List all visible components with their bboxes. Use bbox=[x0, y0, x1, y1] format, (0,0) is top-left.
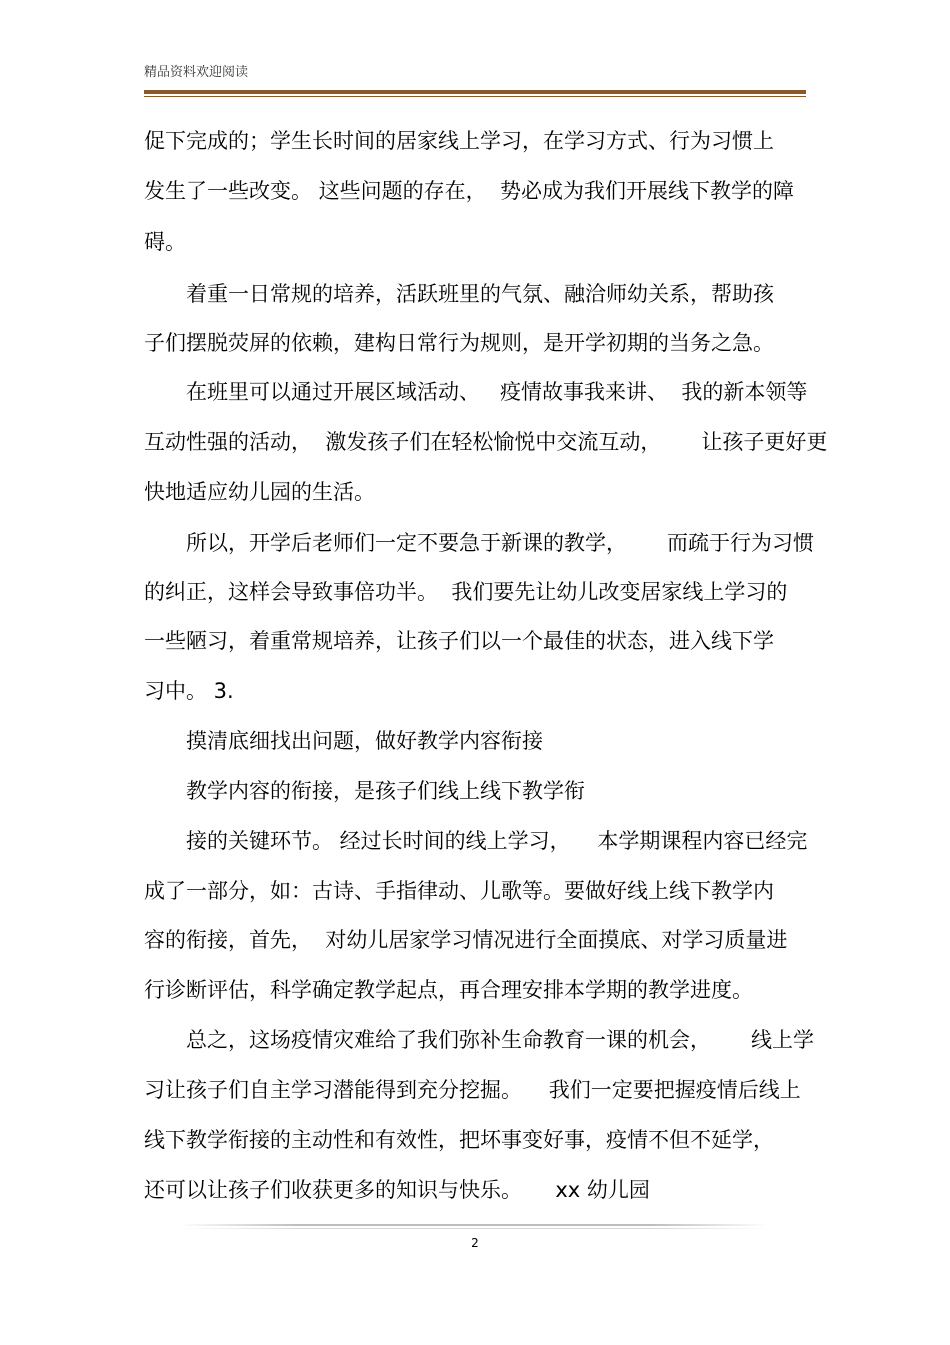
text-line: 习让孩子们自主学习潜能得到充分挖掘。 我们一定要把握疫情后线上 bbox=[144, 1078, 801, 1102]
text-line: 所以，开学后老师们一定不要急于新课的教学， 而疏于行为习惯 bbox=[186, 531, 815, 555]
text-line: 子们摆脱荧屏的依赖，建构日常行为规则，是开学初期的当务之急。 bbox=[144, 331, 774, 355]
text-line: 在班里可以通过开展区域活动、 疫情故事我来讲、 我的新本领等 bbox=[186, 380, 808, 404]
text-line: 习中。 3. bbox=[144, 679, 234, 703]
text-line: 促下完成的；学生长时间的居家线上学习，在学习方式、行为习惯上 bbox=[144, 129, 774, 153]
text-line: 接的关键环节。 经过长时间的线上学习， 本学期课程内容已经完 bbox=[186, 829, 808, 853]
text-line: 总之，这场疫情灾难给了我们弥补生命教育一课的机会， 线上学 bbox=[186, 1028, 815, 1052]
text-line: 互动性强的活动， 激发孩子们在轻松愉悦中交流互动， 让孩子更好更 bbox=[144, 430, 828, 454]
page-number: 2 bbox=[471, 1236, 479, 1250]
text-line: 一些陋习，着重常规培养，让孩子们以一个最佳的状态，进入线下学 bbox=[144, 629, 774, 653]
text-line: 还可以让孩子们收获更多的知识与快乐。 xx 幼儿园 bbox=[144, 1178, 650, 1202]
text-line: 行诊断评估，科学确定教学起点，再合理安排本学期的教学进度。 bbox=[144, 978, 753, 1002]
footer-divider bbox=[180, 1224, 768, 1226]
text-line: 的纠正，这样会导致事倍功半。 我们要先让幼儿改变居家线上学习的 bbox=[144, 580, 788, 604]
text-line: 碍。 bbox=[144, 230, 186, 254]
text-line: 线下教学衔接的主动性和有效性，把坏事变好事，疫情不但不延学， bbox=[144, 1128, 774, 1152]
text-line: 着重一日常规的培养，活跃班里的气氛、融洽师幼关系，帮助孩 bbox=[186, 282, 774, 306]
text-line: 容的衔接，首先， 对幼儿居家学习情况进行全面摸底、对学习质量进 bbox=[144, 928, 788, 952]
footer-divider-thin bbox=[180, 1228, 768, 1229]
text-line: 教学内容的衔接，是孩子们线上线下教学衔 bbox=[186, 779, 585, 803]
text-line: 发生了一些改变。 这些问题的存在， 势必成为我们开展线下教学的障 bbox=[144, 179, 795, 203]
text-line: 成了一部分，如：古诗、手指律动、儿歌等。要做好线上线下教学内 bbox=[144, 879, 774, 903]
text-line: 快地适应幼儿园的生活。 bbox=[144, 480, 375, 504]
header-title: 精品资料欢迎阅读 bbox=[144, 65, 249, 80]
text-line: 摸清底细找出问题，做好教学内容衔接 bbox=[186, 729, 543, 753]
